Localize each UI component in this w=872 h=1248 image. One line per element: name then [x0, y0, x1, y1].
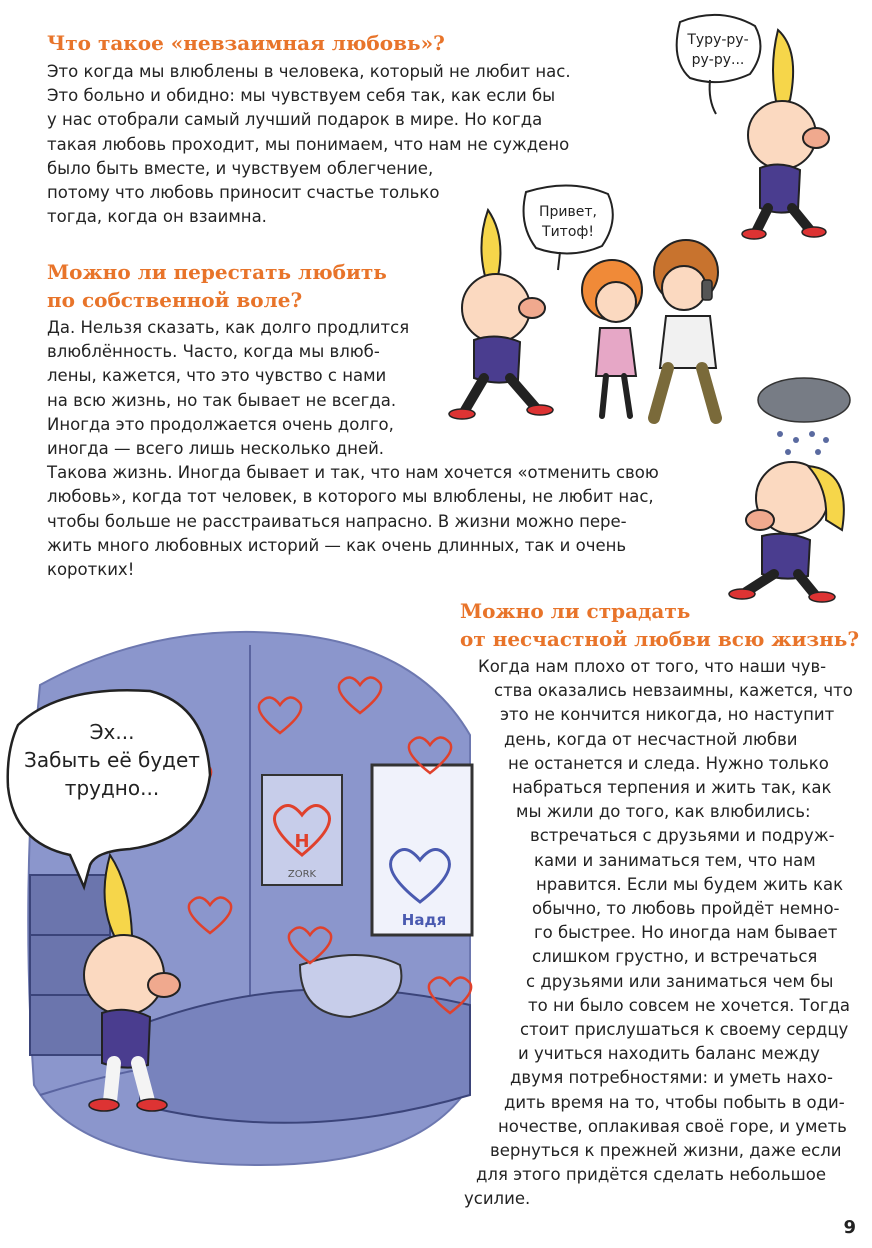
window-name: Надя	[401, 911, 447, 929]
poster-tag: ZORK	[287, 869, 317, 880]
section1-heading: Что такое «невзаимная любовь»?	[47, 31, 445, 55]
section1-text: Это когда мы влюблены в человека, который не любит нас. Это больно и обидно: мы чувствуем себя так, как если бы у нас отобрали самый лучший подарок в мире. Но когда такая любовь проходит, мы понимаем, что нам не суждено было быть вместе, и чувствуем облегчение, потому что любовь приносит счастье только тогда, когда он взаимна.	[47, 62, 571, 227]
sad-titeuf-illustration	[712, 370, 862, 605]
greeting-speech-bubble	[524, 185, 613, 270]
hair-tuft-icon	[773, 30, 793, 110]
humming-line2: ру-ру...	[691, 52, 745, 68]
greeting-line1: Привет,	[539, 204, 597, 220]
greeting-line2: Титоф!	[542, 224, 594, 240]
greeting-scene-illustration	[440, 180, 740, 430]
phone-icon	[702, 280, 712, 300]
poster-letter: Н	[294, 831, 310, 852]
sigh-line1: Эх...	[89, 720, 135, 744]
humming-speech-bubble	[677, 15, 761, 114]
section3-text: Когда нам плохо от того, что наши чув- ства оказались невзаимны, кажется, что это не кончится никогда, но наступит день, когда от несчастной любви не останется и следа. Нужно только набраться терпения и жить так, как мы жили до того, как влюбились: встречаться с друзьями и подруж- ками и заниматься тем, что нам нравится. Если мы будем жить как обычно, то любовь пройдёт немно- го быстрее. Но иногда нам бывает слишком грустно, и встречаться с друзьями или заниматься чем бы то ни было совсем не хочется. Тогда стоит прислушаться к своему сердцу и учиться находить баланс между двумя потребностями: и уметь нахо- дить время на то, чтобы побыть в оди- ночестве, оплакивая своё горе, и уметь вернуться к прежней жизни, даже если для этого придётся сделать небольшое усилие.	[464, 657, 853, 1209]
sigh-line3: трудно...	[64, 776, 160, 800]
section2-heading: Можно ли перестать любить по собственной воле?	[47, 260, 387, 312]
page-number: 9	[843, 1217, 856, 1238]
rain-cloud-icon	[758, 378, 850, 422]
section3-heading: Можно ли страдать от несчастной любви всю жизнь?	[460, 599, 860, 651]
section2-text: Да. Нельзя сказать, как долго продлится влюблённость. Часто, когда мы влюб- лены, кажется, что это чувство с нами на всю жизнь, но так бывает не всегда. Иногда это продолжается очень долго, иногда — всего лишь несколько дней. Такова жизнь. Иногда бывает и так, что нам хочется «отменить свою любовь», когда тот человек, в которого мы влюблены, не любит нас, чтобы больше не расстраиваться напрасно. В жизни можно пере- жить много любовных историй — как очень длинных, так и очень коротких!	[47, 318, 659, 580]
raindrops-icon	[777, 431, 829, 455]
sigh-line2: Забыть её будет	[24, 748, 200, 772]
humming-line1: Туру-ру-	[687, 32, 749, 48]
